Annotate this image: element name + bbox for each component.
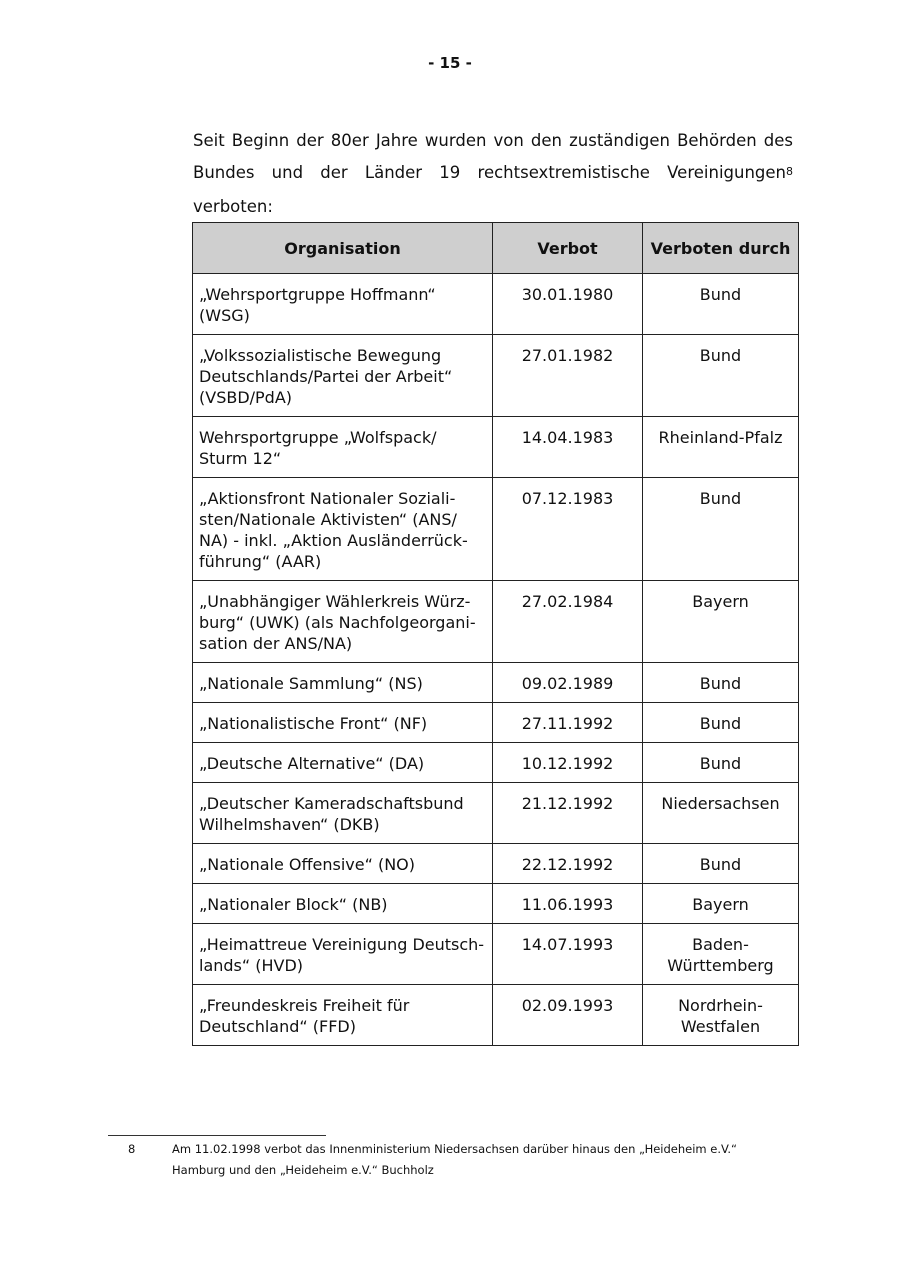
organisation-cell: „Nationale Sammlung“ (NS) <box>193 663 493 703</box>
banned-by-cell: Niedersachsen <box>643 783 799 844</box>
banned-by-cell: Bund <box>643 703 799 743</box>
table-row <box>193 703 799 743</box>
ban-date-cell: 30.01.1980 <box>493 274 643 335</box>
table-row <box>193 783 799 844</box>
bans-table <box>192 222 799 1046</box>
banned-by-cell: Rheinland-Pfalz <box>643 417 799 478</box>
ban-date-cell: 21.12.1992 <box>493 783 643 844</box>
ban-date-cell: 09.02.1989 <box>493 663 643 703</box>
banned-by-cell: Bayern <box>643 884 799 924</box>
ban-date-cell: 11.06.1993 <box>493 884 643 924</box>
organisation-cell: „Nationale Offensive“ (NO) <box>193 844 493 884</box>
intro-text: Seit Beginn der 80er Jahre wurden von den zuständigen Behörden des Bundes und der Länder 19 rechtsextremistische Vereinigungen <box>193 131 793 182</box>
organisation-cell: Wehrsportgruppe „Wolfspack/ Sturm 12“ <box>193 417 493 478</box>
organisation-cell: „Nationaler Block“ (NB) <box>193 884 493 924</box>
header-organisation: Organisation <box>193 223 493 274</box>
table-row <box>193 663 799 703</box>
banned-by-cell: Bund <box>643 478 799 581</box>
table-row <box>193 417 799 478</box>
table-row <box>193 884 799 924</box>
banned-by-cell: Nordrhein- Westfalen <box>643 985 799 1046</box>
ban-date-cell: 14.04.1983 <box>493 417 643 478</box>
banned-by-cell: Bund <box>643 743 799 783</box>
banned-by-cell: Bund <box>643 335 799 417</box>
table-row <box>193 743 799 783</box>
ban-date-cell: 27.01.1982 <box>493 335 643 417</box>
banned-by-cell: Bund <box>643 274 799 335</box>
table-row <box>193 924 799 985</box>
ban-date-cell: 27.02.1984 <box>493 581 643 663</box>
header-verboten-durch: Verboten durch <box>643 223 799 274</box>
page-number: - 15 - <box>428 54 472 72</box>
organisation-cell: „Deutscher Kameradschaftsbund Wilhelmshaven“ (DKB) <box>193 783 493 844</box>
table-row <box>193 274 799 335</box>
intro-paragraph <box>193 125 793 223</box>
footnote-number: 8 <box>128 1142 136 1156</box>
ban-date-cell: 14.07.1993 <box>493 924 643 985</box>
footnote-text: Am 11.02.1998 verbot das Innenministerium Niedersachsen darüber hinaus den „Heideheim e.V.“ Hamburg und den „Heideheim e.V.“ Buchholz <box>172 1142 738 1177</box>
banned-by-cell: Bund <box>643 844 799 884</box>
organisation-cell: „Unabhängiger Wählerkreis Würz- burg“ (UWK) (als Nachfolgeorgani- sation der ANS/NA) <box>193 581 493 663</box>
table-header-row <box>193 223 799 274</box>
organisation-cell: „Heimattreue Vereinigung Deutsch- lands“ (HVD) <box>193 924 493 985</box>
footnote <box>108 1139 788 1181</box>
banned-by-cell: Baden- Württemberg <box>643 924 799 985</box>
footnote-divider <box>108 1135 326 1136</box>
organisation-cell: „Aktionsfront Nationaler Soziali- sten/Nationale Aktivisten“ (ANS/ NA) - inkl. „Aktion Ausländerrück- führung“ (AAR) <box>193 478 493 581</box>
table-row <box>193 335 799 417</box>
footnote-reference[interactable]: 8 <box>786 165 793 178</box>
ban-date-cell: 27.11.1992 <box>493 703 643 743</box>
table-row <box>193 844 799 884</box>
organisation-cell: „Wehrsportgruppe Hoffmann“ (WSG) <box>193 274 493 335</box>
intro-text-end: verboten: <box>193 197 273 216</box>
banned-by-cell: Bund <box>643 663 799 703</box>
organisation-cell: „Nationalistische Front“ (NF) <box>193 703 493 743</box>
table-row <box>193 478 799 581</box>
table-row <box>193 985 799 1046</box>
organisation-cell: „Deutsche Alternative“ (DA) <box>193 743 493 783</box>
ban-date-cell: 02.09.1993 <box>493 985 643 1046</box>
ban-date-cell: 10.12.1992 <box>493 743 643 783</box>
table-row <box>193 581 799 663</box>
banned-by-cell: Bayern <box>643 581 799 663</box>
organisation-cell: „Volkssozialistische Bewegung Deutschlands/Partei der Arbeit“ (VSBD/PdA) <box>193 335 493 417</box>
ban-date-cell: 22.12.1992 <box>493 844 643 884</box>
header-verbot: Verbot <box>493 223 643 274</box>
ban-date-cell: 07.12.1983 <box>493 478 643 581</box>
organisation-cell: „Freundeskreis Freiheit für Deutschland“ (FFD) <box>193 985 493 1046</box>
